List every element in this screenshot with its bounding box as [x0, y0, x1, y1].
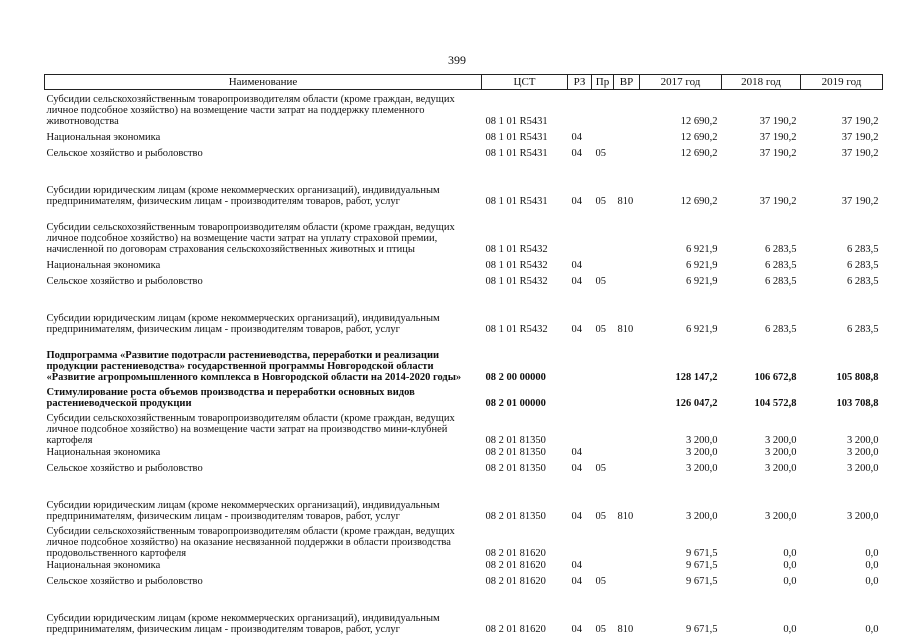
table-row [45, 446, 883, 458]
row-name: Национальная экономика [46, 560, 161, 571]
row-2017: 3 200,0 [686, 511, 718, 522]
row-cst: 08 2 01 81620 [485, 576, 546, 587]
row-2019: 0,0 [865, 548, 879, 559]
row-name: Подпрограмма «Развитие подотрасли растениеводства, переработки и реализации продукции растениеводства» государственной программы Новгородской области «Развитие агропромышленного комплекса в Новгородской области на 2014-2020 годы» [46, 350, 462, 383]
row-2019: 37 190,2 [841, 196, 879, 207]
table-row [45, 287, 883, 335]
row-2017: 9 671,5 [686, 624, 718, 635]
row-2017: 9 671,5 [686, 548, 718, 559]
row-name: Субсидии юридическим лицам (кроме некоммерческих организаций), индивидуальным предпринимателям, физическим лицам - производителям товаров, работ, услуг [46, 313, 440, 335]
row-name: Субсидии сельскохозяйственным товаропроизводителям области (кроме граждан, ведущих личное подсобное хозяйство) на возмещение части затрат на уплату страховой премии, начисленной по договорам страхования сельскохозяйственных животных и птицы [46, 222, 455, 255]
row-2017: 128 147,2 [675, 372, 718, 383]
row-rz [568, 383, 592, 409]
row-2018: 3 200,0 [765, 463, 797, 474]
row-cst: 08 2 01 81350 [485, 463, 546, 474]
table-row [45, 159, 883, 207]
table-row [45, 143, 883, 159]
row-pr [592, 90, 614, 128]
row-cst: 08 1 01 R5432 [485, 276, 548, 287]
row-vr [614, 255, 640, 271]
row-2018: 0,0 [783, 548, 797, 559]
row-2018: 37 190,2 [759, 116, 797, 127]
header-pr: Пр [592, 75, 614, 90]
table-header-row [45, 75, 883, 90]
page-number: 399 [448, 53, 466, 67]
row-vr [614, 207, 640, 255]
row-pr: 05 [595, 511, 606, 522]
row-2018: 3 200,0 [765, 447, 797, 458]
row-vr: 810 [617, 324, 634, 335]
header-2019: 2019 год [801, 75, 883, 90]
row-cst: 08 2 01 81620 [485, 624, 546, 635]
row-2018: 6 283,5 [765, 260, 797, 271]
table-row [45, 571, 883, 587]
row-name: Субсидии сельскохозяйственным товаропроизводителям области (кроме граждан, ведущих личное подсобное хозяйство) на возмещение части затрат на поддержку племенного животноводства [46, 94, 455, 127]
row-pr: 05 [595, 624, 606, 635]
table-row [45, 409, 883, 446]
row-cst: 08 1 01 R5431 [485, 148, 548, 159]
table-row [45, 474, 883, 522]
row-2019: 6 283,5 [847, 244, 879, 255]
row-2019: 0,0 [865, 560, 879, 571]
row-2018: 6 283,5 [765, 244, 797, 255]
row-2019: 103 708,8 [836, 398, 879, 409]
row-name: Сельское хозяйство и рыболовство [46, 463, 203, 474]
row-2018: 6 283,5 [765, 324, 797, 335]
row-2018: 37 190,2 [759, 196, 797, 207]
row-vr [614, 271, 640, 287]
header-vr: ВР [614, 75, 640, 90]
row-pr: 05 [595, 576, 606, 587]
row-name: Стимулирование роста объемов производства и переработки основных видов растениеводческой продукции [46, 387, 415, 409]
row-pr [592, 127, 614, 143]
row-2018: 37 190,2 [759, 132, 797, 143]
row-2017: 12 690,2 [680, 116, 718, 127]
table-row [45, 383, 883, 409]
row-rz: 04 [571, 196, 582, 207]
row-pr: 05 [595, 463, 606, 474]
row-name: Субсидии юридическим лицам (кроме некоммерческих организаций), индивидуальным предпринимателям, физическим лицам - производителям товаров, работ, услуг [46, 185, 440, 207]
table-row [45, 127, 883, 143]
row-rz: 04 [571, 576, 582, 587]
row-rz: 04 [571, 560, 582, 571]
row-2019: 0,0 [865, 624, 879, 635]
row-rz [568, 207, 592, 255]
row-pr: 05 [595, 148, 606, 159]
row-pr: 05 [595, 196, 606, 207]
row-vr [614, 90, 640, 128]
row-2019: 37 190,2 [841, 148, 879, 159]
row-2019: 6 283,5 [847, 276, 879, 287]
row-pr [592, 559, 614, 571]
row-2017: 12 690,2 [680, 196, 718, 207]
row-cst: 08 2 01 81620 [485, 560, 546, 571]
row-vr [614, 335, 640, 383]
row-cst: 08 2 01 81350 [485, 447, 546, 458]
row-2017: 9 671,5 [686, 576, 718, 587]
row-rz [568, 335, 592, 383]
row-2017: 12 690,2 [680, 148, 718, 159]
row-2019: 0,0 [865, 576, 879, 587]
row-2019: 3 200,0 [847, 511, 879, 522]
row-rz: 04 [571, 447, 582, 458]
row-vr [614, 143, 640, 159]
row-cst: 08 1 01 R5431 [485, 196, 548, 207]
row-2018: 3 200,0 [765, 435, 797, 446]
row-pr [592, 207, 614, 255]
row-2019: 6 283,5 [847, 324, 879, 335]
row-cst: 08 2 00 00000 [485, 372, 546, 383]
row-vr: 810 [617, 624, 634, 635]
row-2017: 3 200,0 [686, 447, 718, 458]
row-2018: 6 283,5 [765, 276, 797, 287]
row-vr: 810 [617, 196, 634, 207]
row-2018: 0,0 [783, 624, 797, 635]
row-vr: 810 [617, 511, 634, 522]
row-pr [592, 383, 614, 409]
table-row [45, 255, 883, 271]
row-2019: 3 200,0 [847, 447, 879, 458]
row-rz: 04 [571, 463, 582, 474]
row-2019: 37 190,2 [841, 116, 879, 127]
row-name: Субсидии сельскохозяйственным товаропроизводителям области (кроме граждан, ведущих личное подсобное хозяйство) на оказание несвязанной поддержки в области производства продовольственного картофеля [46, 526, 455, 559]
row-2017: 12 690,2 [680, 132, 718, 143]
row-vr [614, 458, 640, 474]
table-row [45, 90, 883, 128]
row-rz [568, 409, 592, 446]
row-name: Национальная экономика [46, 447, 161, 458]
row-pr [592, 335, 614, 383]
row-2017: 3 200,0 [686, 435, 718, 446]
row-2017: 6 921,9 [686, 276, 718, 287]
row-cst: 08 1 01 R5431 [485, 116, 548, 127]
row-2019: 3 200,0 [847, 463, 879, 474]
header-2018: 2018 год [722, 75, 801, 90]
row-cst: 08 2 01 81620 [485, 548, 546, 559]
row-vr [614, 559, 640, 571]
row-2017: 6 921,9 [686, 260, 718, 271]
row-rz [568, 522, 592, 559]
row-rz: 04 [571, 624, 582, 635]
row-vr [614, 409, 640, 446]
row-cst: 08 1 01 R5432 [485, 324, 548, 335]
row-name: Субсидии юридическим лицам (кроме некоммерческих организаций), индивидуальным предпринимателям, физическим лицам - производителям товаров, работ, услуг [46, 613, 440, 635]
row-rz: 04 [571, 511, 582, 522]
row-name: Национальная экономика [46, 260, 161, 271]
row-cst: 08 1 01 R5432 [485, 244, 548, 255]
row-2017: 6 921,9 [686, 244, 718, 255]
row-pr [592, 255, 614, 271]
row-pr [592, 522, 614, 559]
row-2019: 6 283,5 [847, 260, 879, 271]
row-name: Сельское хозяйство и рыболовство [46, 148, 203, 159]
row-pr: 05 [595, 324, 606, 335]
row-name: Субсидии юридическим лицам (кроме некоммерческих организаций), индивидуальным предпринимателям, физическим лицам - производителям товаров, работ, услуг [46, 500, 440, 522]
row-2018: 106 672,8 [754, 372, 797, 383]
row-rz: 04 [571, 276, 582, 287]
row-2018: 37 190,2 [759, 148, 797, 159]
row-vr [614, 383, 640, 409]
table-row [45, 559, 883, 571]
row-2019: 105 808,8 [836, 372, 879, 383]
row-name: Национальная экономика [46, 132, 161, 143]
row-cst: 08 2 01 81350 [485, 511, 546, 522]
table-row [45, 335, 883, 383]
row-2017: 3 200,0 [686, 463, 718, 474]
header-2017: 2017 год [640, 75, 722, 90]
row-2019: 37 190,2 [841, 132, 879, 143]
header-rz: РЗ [568, 75, 592, 90]
table-row [45, 458, 883, 474]
row-2017: 6 921,9 [686, 324, 718, 335]
header-cst: ЦСТ [482, 75, 568, 90]
row-vr [614, 571, 640, 587]
row-rz [568, 90, 592, 128]
row-name: Сельское хозяйство и рыболовство [46, 276, 203, 287]
row-cst: 08 1 01 R5431 [485, 132, 548, 143]
row-cst: 08 1 01 R5432 [485, 260, 548, 271]
row-rz: 04 [571, 324, 582, 335]
row-name: Субсидии сельскохозяйственным товаропроизводителям области (кроме граждан, ведущих личное подсобное хозяйство) на возмещение части затрат на производство мини-клубней картофеля [46, 413, 455, 446]
row-rz: 04 [571, 148, 582, 159]
row-cst: 08 2 01 00000 [485, 398, 546, 409]
row-vr [614, 446, 640, 458]
table-row [45, 587, 883, 635]
row-2018: 3 200,0 [765, 511, 797, 522]
table-row [45, 207, 883, 255]
row-2018: 0,0 [783, 560, 797, 571]
table-row [45, 522, 883, 559]
row-rz: 04 [571, 260, 582, 271]
header-name: Наименование [45, 75, 482, 90]
row-cst: 08 2 01 81350 [485, 435, 546, 446]
row-2017: 126 047,2 [675, 398, 718, 409]
row-2018: 0,0 [783, 576, 797, 587]
row-2019: 3 200,0 [847, 435, 879, 446]
row-pr [592, 409, 614, 446]
table-row [45, 271, 883, 287]
row-pr: 05 [595, 276, 606, 287]
budget-table [44, 74, 883, 635]
row-name: Сельское хозяйство и рыболовство [46, 576, 203, 587]
row-rz: 04 [571, 132, 582, 143]
row-2017: 9 671,5 [686, 560, 718, 571]
row-2018: 104 572,8 [754, 398, 797, 409]
row-vr [614, 522, 640, 559]
row-vr [614, 127, 640, 143]
row-pr [592, 446, 614, 458]
